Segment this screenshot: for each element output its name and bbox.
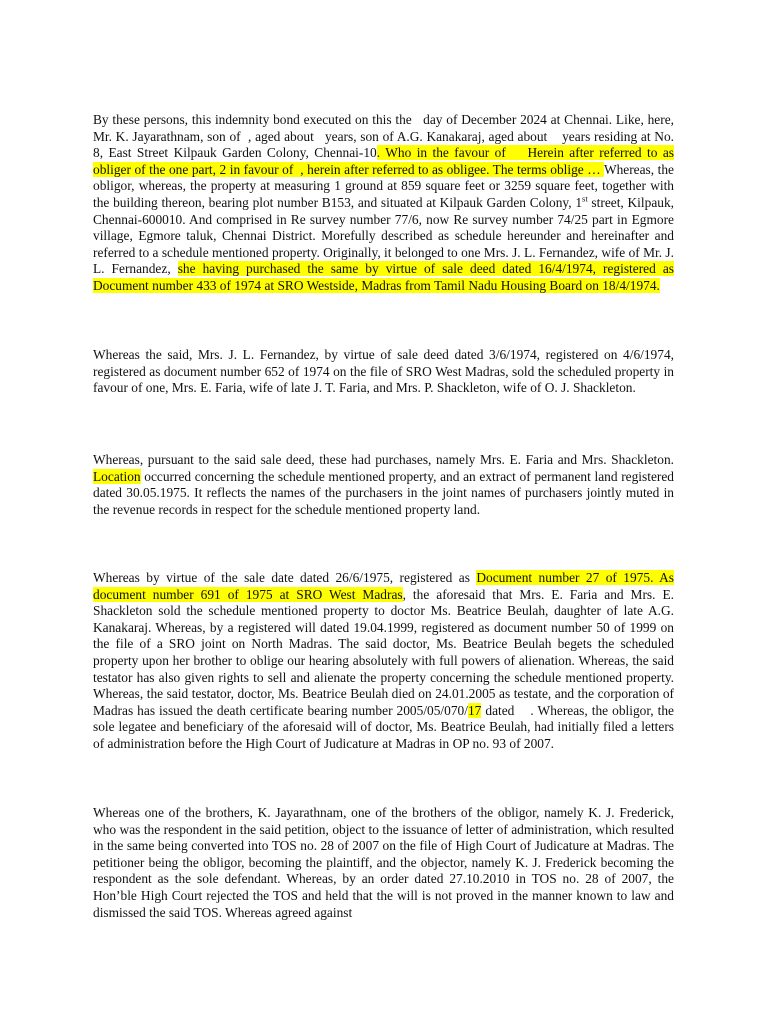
ordinal-superscript: st [582, 193, 588, 204]
paragraph-purchasers-location [93, 452, 674, 518]
text-span: Whereas, the obligor, whereas, the property at measuring 1 ground at 859 square feet or 3259 square feet, together with the building thereon, bearing plot number B153, and situated at Kilpauk Garden Colony, 1 [93, 161, 674, 210]
text-span: Whereas the said, Mrs. J. L. Fernandez, by virtue of sale deed dated 3/6/1974, registered on 4/6/1974, registered as document number 652 of 1974 on the file of SRO West Madras, sold the scheduled property in favour of one, Mrs. E. Faria, wife of late J. T. Faria, and Mrs. P. Shackleton, wife of O. J. Shackleton. [93, 347, 674, 396]
highlighted-text: she having purchased the same by virtue of sale deed dated 16/4/1974, registered as Document number 433 of 1974 at SRO Westside, Madras from Tamil Nadu Housing Board on 18/4/1974. [93, 261, 674, 293]
highlighted-text: Document number 27 of 1975. As document number 691 of 1975 at SRO West Madras [93, 570, 674, 602]
paragraph-tos-litigation [93, 805, 674, 921]
paragraph-fernandez-sale [93, 347, 674, 397]
highlighted-text: Location [93, 468, 141, 484]
highlighted-text: 17 [467, 702, 482, 718]
highlighted-text: . Who in the favour of Herein after referred to as obliger of the one part, 2 in favour of , herein after referred to as obligee. The terms oblige … [93, 145, 674, 177]
paragraph-beulah-will [93, 570, 674, 753]
text-span: Whereas one of the brothers, K. Jayarathnam, one of the brothers of the obligor, namely K. J. Frederick, who was the respondent in the said petition, object to the issuance of letter of administration, which resulted in the same being converted into TOS no. 28 of 2007 on the file of High Court of Judicature at Madras. The petitioner being the obligor, becoming the plaintiff, and the objector, namely K. J. Frederick becoming the respondent as the sole defendant. Whereas, by an order dated 27.10.2010 in TOS no. 28 of 2007, the Hon’ble High Court rejected the TOS and held that the will is not proved in the manner known to law and dismissed the said TOS. Whereas agreed against [93, 805, 674, 920]
text-span: Whereas by virtue of the sale date dated 26/6/1975, registered as [93, 570, 477, 585]
paragraph-indemnity-bond-intro [93, 112, 674, 295]
text-span: dated . Whereas, the obligor, the sole legatee and beneficiary of the aforesaid will of doctor, Ms. Beatrice Beulah, had initially filed a letters of administration before the High Court of Judicature at Madras in OP no. 93 of 2007. [93, 702, 674, 751]
text-span: By these persons, this indemnity bond executed on this the day of December 2024 at Chennai. Like, here, Mr. K. Jayarathnam, son of , aged about years, son of A.G. Kanakaraj, aged about years residing at No. 8, East Street Kilpauk Garden Colony, Chennai-10 [93, 112, 674, 161]
text-span: Whereas, pursuant to the said sale deed, these had purchases, namely Mrs. E. Faria and Mrs. Shackleton. [93, 452, 674, 467]
text-span: occurred concerning the schedule mentioned property, and an extract of permanent land registered dated 30.05.1975. It reflects the names of the purchasers in the joint names of purchasers jointly muted in the revenue records in respect for the schedule mentioned property land. [93, 468, 674, 517]
text-span: , the aforesaid that Mrs. E. Faria and Mrs. E. Shackleton sold the schedule mentioned property to doctor Ms. Beatrice Beulah, daughter of late A.G. Kanakaraj. Whereas, by a registered will dated 19.04.1999, registered as document number 50 of 1999 on the file of a SRO joint on North Madras. The said doctor, Ms. Beatrice Beulah begets the scheduled property upon her brother to oblige our hearing absolutely with full powers of alienation. Whereas, the said testator has also given rights to sell and alienate the property concerning the schedule mentioned property. Whereas, the said testator, doctor, Ms. Beatrice Beulah died on 24.01.2005 as testate, and the corporation of Madras has issued the death certificate bearing number 2005/05/070/ [93, 586, 674, 718]
text-span: street, Kilpauk, Chennai-600010. And comprised in Re survey number 77/6, now Re survey number 74/25 part in Egmore village, Egmore taluk, Chennai District. Morefully described as schedule hereunder and hereinafter and referred to a schedule mentioned property. Originally, it belonged to one Mrs. J. L. Fernandez, wife of Mr. J. L. Fernandez, [93, 194, 674, 277]
